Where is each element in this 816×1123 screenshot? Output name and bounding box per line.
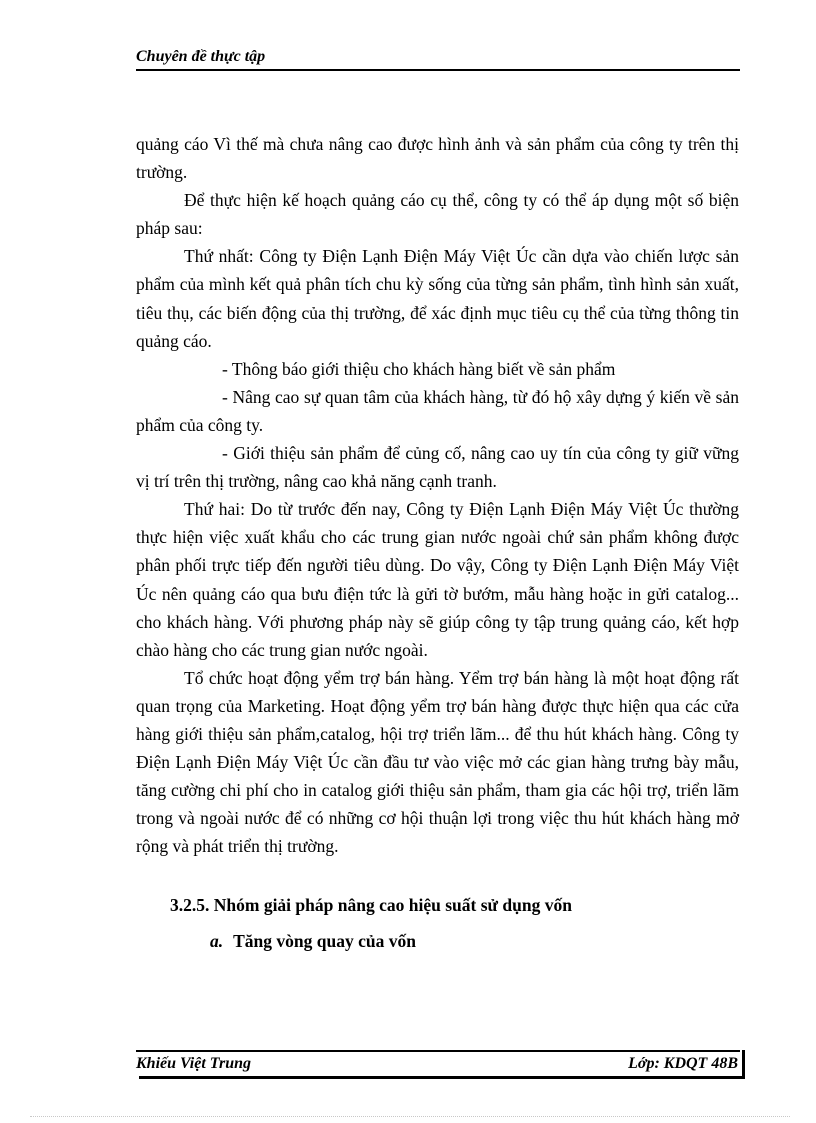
footer-shadow-bottom: [139, 1076, 745, 1079]
section-heading: 3.2.5. Nhóm giải pháp nâng cao hiệu suất sử dụng vốn: [170, 895, 572, 915]
paragraph-4: Thứ hai: Do từ trước đến nay, Công ty Điện Lạnh Điện Máy Việt Úc thường thực hiện việc xuất khẩu cho các trung gian nước ngoài chứ sản phẩm không được phân phối trực tiếp đến người tiêu dùng. Do vậy, Công ty Điện Lạnh Điện Máy Việt Úc nên quảng cáo qua bưu điện tức là gửi tờ bướm, mẫu hàng hoặc in gửi catalog... cho khách hàng. Với phương pháp này sẽ giúp công ty tập trung quảng cáo, kết hợp chào hàng cho các trung gian nước ngoài.: [136, 499, 739, 660]
paragraph-1: quảng cáo Vì thế mà chưa nâng cao được hình ảnh và sản phẩm của công ty trên thị trường.: [136, 134, 739, 183]
bullet-2: - Nâng cao sự quan tâm của khách hàng, từ đó hộ xây dựng ý kiến về sản phẩm của công ty.: [136, 386, 739, 435]
header-rule: [136, 69, 740, 71]
footer-shadow-right: [742, 1050, 745, 1078]
paragraph-5: Tổ chức hoạt động yểm trợ bán hàng. Yểm trợ bán hàng là một hoạt động rất quan trọng của Marketing. Hoạt động yểm trợ bán hàng được thực hiện qua các cửa hàng giới thiệu sản phẩm,catalog, hội trợ triển lãm... để thu hút khách hàng. Công ty Điện Lạnh Điện Máy Việt Úc cần đầu tư vào việc mở các gian hàng trưng bày mẫu, tăng cường chi phí cho in catalog giới thiệu sản phẩm, tham gia các hội trợ, triển lãm trong và ngoài nước để có những cơ hội thuận lợi trong việc thu hút khách hàng mở rộng và phát triển thị trường.: [136, 667, 739, 857]
paragraph-2: Để thực hiện kế hoạch quảng cáo cụ thể, công ty có thể áp dụng một số biện pháp sau:: [136, 190, 739, 239]
page-bottom-divider: [30, 1116, 790, 1117]
subsection-letter: a.: [210, 931, 224, 951]
body-text: [136, 130, 739, 860]
subsection-heading: [210, 931, 416, 952]
bullet-1: - Thông báo giới thiệu cho khách hàng biết về sản phẩm: [222, 358, 616, 379]
footer-rule: [136, 1050, 740, 1052]
footer-author: Khiếu Việt Trung: [136, 1055, 251, 1072]
footer-class: Lớp: KDQT 48B: [628, 1055, 738, 1072]
subsection-title: Tăng vòng quay của vốn: [233, 931, 416, 951]
paragraph-3: Thứ nhất: Công ty Điện Lạnh Điện Máy Việt Úc cần dựa vào chiến lược sản phẩm của mình kết quả phân tích chu kỳ sống của từng sản phẩm, tình hình sản xuất, tiêu thụ, các biến động của thị trường, để xác định mục tiêu cụ thể của từng thông tin quảng cáo.: [136, 246, 739, 351]
bullet-3: - Giới thiệu sản phẩm để củng cố, nâng cao uy tín của công ty giữ vững vị trí trên thị trường, nâng cao khả năng cạnh tranh.: [136, 443, 739, 492]
header-title: Chuyên đề thực tập: [136, 48, 266, 65]
